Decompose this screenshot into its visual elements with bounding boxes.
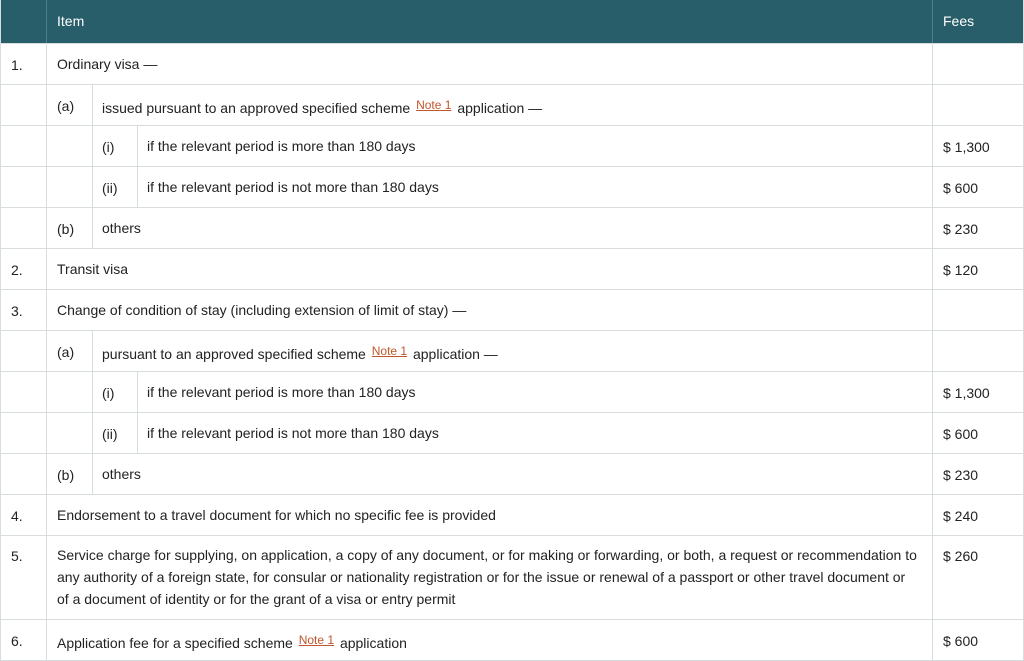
item-text: issued pursuant to an approved specified scheme Note 1 application — (102, 98, 543, 116)
table-row (1, 331, 1023, 372)
table-row (1, 85, 1023, 126)
sub-sub-item-label: (ii) (102, 426, 118, 442)
table-row (1, 208, 1023, 249)
item-fee: $ 230 (943, 467, 979, 483)
item-text: if the relevant period is not more than 180 days (147, 425, 439, 441)
table-row (1, 620, 1023, 661)
item-text: Application fee for a specified scheme Note 1 application (57, 633, 407, 651)
item-number: 2. (11, 262, 23, 278)
table-row (1, 126, 1023, 167)
note-1-link[interactable]: Note 1 (416, 98, 452, 112)
table-row (1, 167, 1023, 208)
item-fee: $ 230 (943, 221, 979, 237)
table-header (1, 0, 1023, 44)
sub-item-label: (b) (57, 221, 75, 237)
item-text: Endorsement to a travel document for which no specific fee is provided (57, 507, 496, 523)
item-fee: $ 600 (943, 633, 979, 649)
note-1-link[interactable]: Note 1 (371, 344, 408, 358)
table-row (1, 290, 1023, 331)
item-number: 1. (11, 57, 23, 73)
item-fee: $ 260 (943, 548, 979, 564)
sub-sub-item-label: (i) (102, 385, 115, 401)
item-text: others (102, 466, 141, 482)
item-text: Service charge for supplying, on application, a copy of any document, or for making or forwarding, or both, a request or recommendation to any authority of a foreign state, for consular or nationality registration or for the issue or renewal of a passport or other travel document or of a document of identity or for the grant of a visa or entry permit (57, 547, 917, 607)
item-number: 5. (11, 548, 23, 564)
sub-item-label: (a) (57, 98, 75, 114)
item-fee: $ 120 (943, 262, 979, 278)
item-fee: $ 600 (943, 426, 979, 442)
sub-item-label: (b) (57, 467, 75, 483)
item-text: Change of condition of stay (including extension of limit of stay) — (57, 302, 467, 318)
table-row (1, 372, 1023, 413)
table-row (1, 44, 1023, 85)
table-row (1, 495, 1023, 536)
item-fee: $ 1,300 (943, 385, 990, 401)
item-text: pursuant to an approved specified scheme Note 1 application — (102, 344, 498, 362)
table-row (1, 413, 1023, 454)
table-row (1, 249, 1023, 290)
item-fee: $ 600 (943, 180, 979, 196)
item-text: others (102, 220, 141, 236)
item-number: 3. (11, 303, 23, 319)
table-row (1, 536, 1023, 620)
header-fees: Fees (943, 13, 975, 29)
sub-sub-item-label: (i) (102, 139, 115, 155)
header-divider (46, 0, 47, 43)
item-number: 6. (11, 633, 23, 649)
table-row (1, 454, 1023, 495)
item-fee: $ 1,300 (943, 139, 990, 155)
item-fee: $ 240 (943, 508, 979, 524)
sub-item-label: (a) (57, 344, 75, 360)
header-item: Item (57, 13, 85, 29)
item-text: Ordinary visa — (57, 56, 158, 72)
note-1-link[interactable]: Note 1 (298, 633, 335, 647)
item-text: if the relevant period is more than 180 days (147, 138, 416, 154)
item-text: if the relevant period is not more than 180 days (147, 179, 439, 195)
item-number: 4. (11, 508, 23, 524)
sub-sub-item-label: (ii) (102, 180, 118, 196)
item-text: Transit visa (57, 261, 129, 277)
header-divider (932, 0, 933, 43)
item-text: if the relevant period is more than 180 days (147, 384, 416, 400)
